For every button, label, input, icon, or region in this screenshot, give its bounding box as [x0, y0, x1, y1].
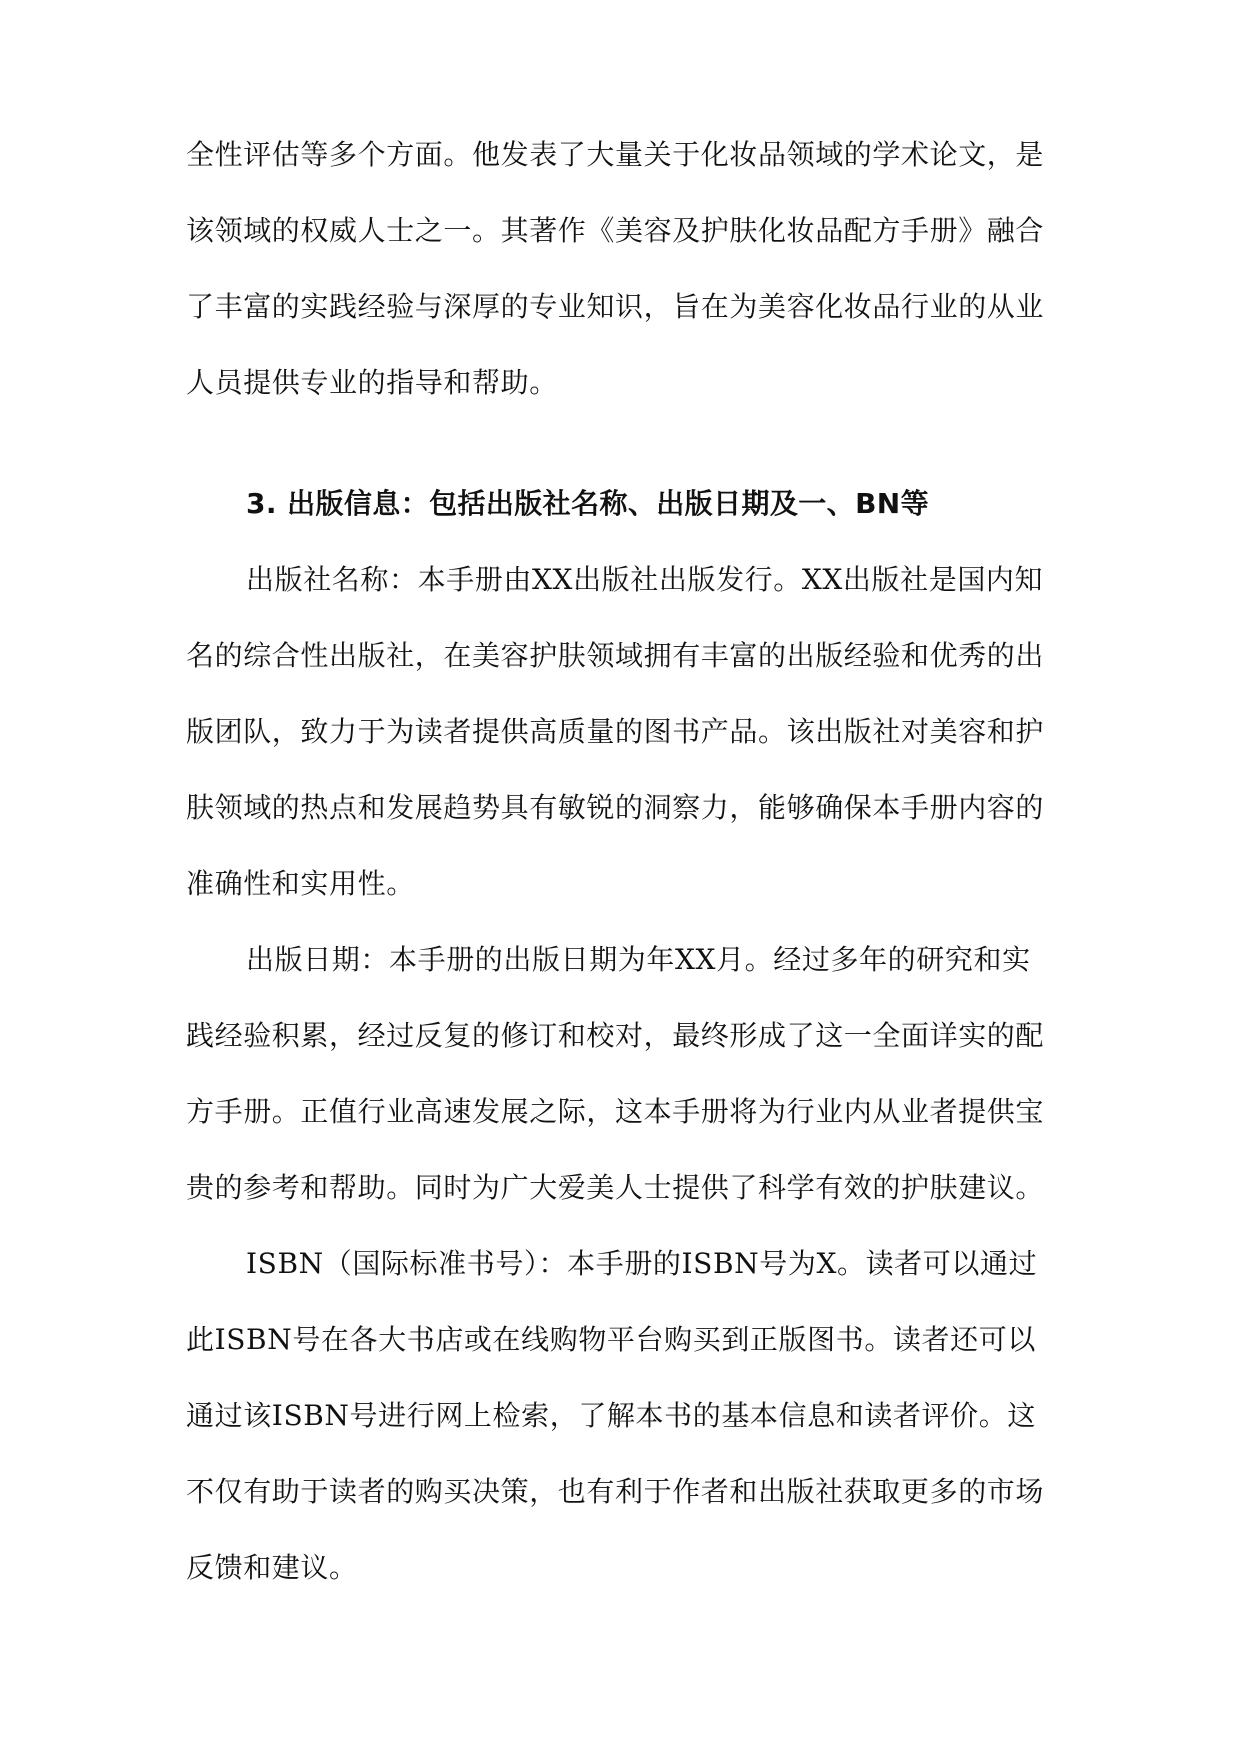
section-heading: 3. 出版信息：包括出版社名称、出版日期及一、BN等	[246, 487, 930, 520]
body-text-line: 方手册。正值行业高速发展之际，这本手册将为行业内从业者提供宝	[186, 1095, 1045, 1128]
body-text-line: 版团队，致力于为读者提供高质量的图书产品。该出版社对美容和护	[186, 715, 1045, 748]
body-text-line: 该领域的权威人士之一。其著作《美容及护肤化妆品配方手册》融合	[186, 214, 1045, 247]
body-text-line: 全性评估等多个方面。他发表了大量关于化妆品领域的学术论文，是	[186, 138, 1045, 171]
body-text-line: 践经验积累，经过反复的修订和校对，最终形成了这一全面详实的配	[186, 1019, 1045, 1052]
body-text-line: 通过该ISBN号进行网上检索，了解本书的基本信息和读者评价。这	[186, 1399, 1036, 1432]
body-text-line: ISBN（国际标准书号）：本手册的ISBN号为X。读者可以通过	[246, 1247, 1038, 1280]
body-text-line: 了丰富的实践经验与深厚的专业知识，旨在为美容化妆品行业的从业	[186, 290, 1045, 323]
body-text-line: 不仅有助于读者的购买决策，也有利于作者和出版社获取更多的市场	[186, 1475, 1045, 1508]
body-text-line: 肤领域的热点和发展趋势具有敏锐的洞察力，能够确保本手册内容的	[186, 791, 1045, 824]
body-text-line: 此ISBN号在各大书店或在线购物平台购买到正版图书。读者还可以	[186, 1323, 1036, 1356]
body-text-line: 贵的参考和帮助。同时为广大爱美人士提供了科学有效的护肤建议。	[186, 1171, 1045, 1204]
body-text-line: 出版社名称：本手册由XX出版社出版发行。XX出版社是国内知	[246, 563, 1044, 596]
body-text-line: 人员提供专业的指导和帮助。	[186, 366, 558, 399]
body-text-line: 反馈和建议。	[186, 1551, 358, 1584]
body-text-line: 准确性和实用性。	[186, 867, 415, 900]
body-text-line: 名的综合性出版社，在美容护肤领域拥有丰富的出版经验和优秀的出	[186, 639, 1045, 672]
body-text-line: 出版日期：本手册的出版日期为年XX月。经过多年的研究和实	[246, 943, 1031, 976]
